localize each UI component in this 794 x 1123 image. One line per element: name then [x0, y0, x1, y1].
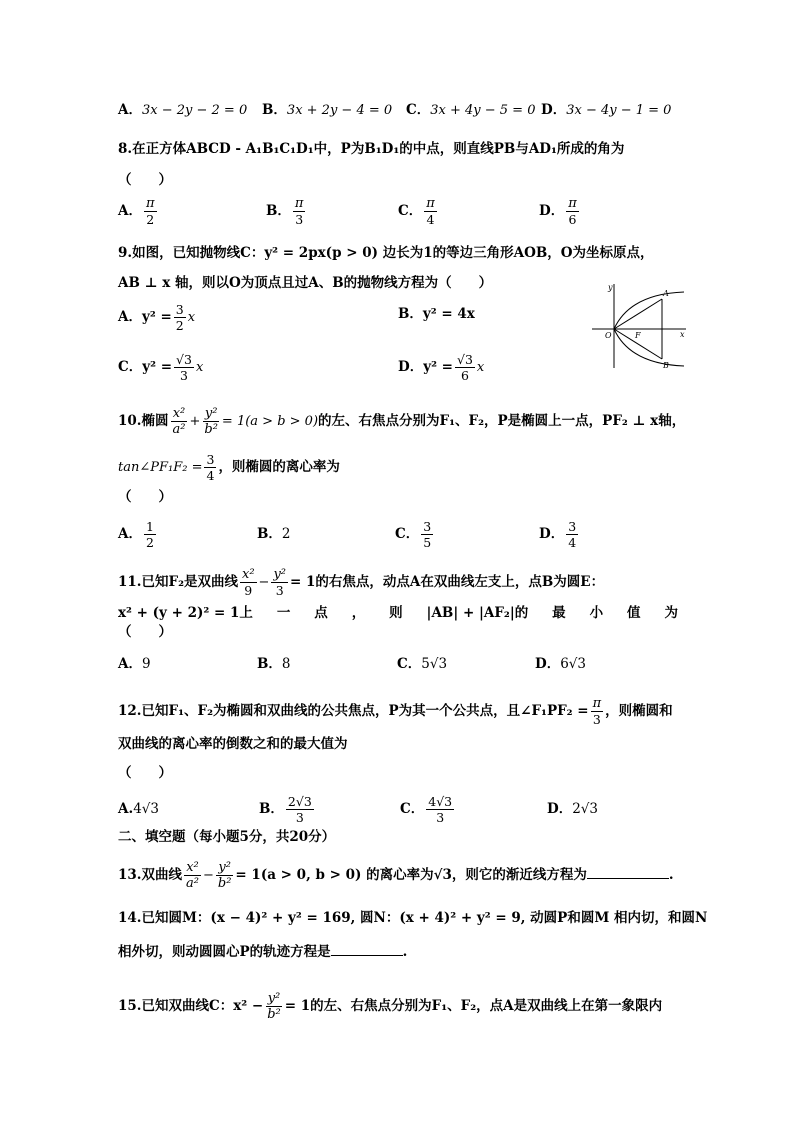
- q11-answer-paren: （ ）: [118, 624, 172, 640]
- q12-answer-paren: （ ）: [118, 765, 172, 781]
- q7-option-a: A．3x − 2y − 2 = 0: [118, 102, 248, 118]
- label-b: B: [663, 361, 669, 370]
- q12-option-d: D．2√3: [547, 801, 598, 817]
- q7-option-d: D．3x − 4y − 1 = 0: [541, 102, 672, 118]
- q12-option-c: C． $\frac{4√3}{3}$: [400, 794, 453, 825]
- q9-stem-line1: 9.如图，已知抛物线C：y² = 2px(p > 0) 边长为1的等边三角形AOB，O为坐标原点，: [118, 245, 654, 261]
- q11-option-d: D．6√3: [535, 656, 586, 672]
- q8-option-a: A． $\frac{\pi}{2}$: [118, 196, 155, 227]
- q9-option-d: D．y² = $\frac{√3}{6}$ x: [398, 352, 485, 383]
- q14-stem-line2: 相外切，则动圆圆心P的轨迹方程是 .: [118, 944, 408, 960]
- q9-stem-line2: AB ⊥ x 轴，则以O为顶点且过A、B的抛物线方程为（ ）: [118, 275, 493, 291]
- q11-option-b: B．8: [257, 656, 291, 672]
- q10-stem-line2: tan∠PF₁F₂ = $\frac{3}{4}$ ，则椭圆的离心率为: [118, 452, 340, 483]
- q12-option-b: B． $\frac{2√3}{3}$: [259, 794, 312, 825]
- label-y: y: [608, 283, 613, 292]
- q12-stem-line2: 双曲线的离心率的倒数之和的最大值为: [118, 736, 348, 752]
- q11-stem-line1: 11.已知F₂是双曲线 $\frac{\text{x²}}{9}$ − $\frac{\text{y²}}{3}$ = 1的右焦点，动点A在双曲线左支上，点B为圆E：: [118, 567, 605, 598]
- q10-stem-line1: 10.椭圆 $\frac{\text{x²}}{\text{a²}}$ + $\frac{\text{y²}}{\text{b²}}$ = 1(a > b > 0)的左、右焦点分别为F₁、F₂，P是椭圆上一点，PF₂ ⊥ x轴，: [118, 406, 686, 437]
- q8-option-c: C． $\frac{\pi}{4}$: [398, 196, 435, 227]
- q11-option-c: C．5√3: [397, 656, 448, 672]
- q13-stem: 13.双曲线 $\frac{\text{x²}}{\text{a²}}$ − $\frac{\text{y²}}{\text{b²}}$ = 1(a > 0, b > 0) 的离心率为√3，则它的渐近线方程为 .: [118, 860, 674, 891]
- q14-answer-blank[interactable]: [331, 943, 403, 956]
- q11-option-a: A．9: [118, 656, 151, 672]
- q13-answer-blank[interactable]: [587, 866, 669, 879]
- q12-option-a: A.4√3: [118, 801, 159, 817]
- label-f: F: [635, 331, 641, 340]
- q7-option-b: B．3x + 2y − 4 = 0: [262, 102, 393, 118]
- parabola-figure: [590, 280, 690, 370]
- q9-option-c: C．y² = $\frac{√3}{3}$ x: [118, 352, 204, 383]
- q11-stem-line2: x² + (y + 2)² = 1上 一 点 ， 则 |AB| + |AF₂|的 最 小 值 为: [118, 605, 678, 621]
- label-x: x: [680, 330, 685, 339]
- q7-option-c: C．3x + 4y − 5 = 0: [406, 102, 536, 118]
- q10-option-d: D． $\frac{3}{4}$: [539, 519, 577, 550]
- q15-stem: 15.已知双曲线C：x² − $\frac{\text{y²}}{\text{b²}}$ = 1的左、右焦点分别为F₁、F₂，点A是双曲线上在第一象限内: [118, 991, 663, 1022]
- q9-option-b: B．y² = 4x: [398, 306, 475, 322]
- q12-stem-line1: 12.已知F₁、F₂为椭圆和双曲线的公共焦点，P为其一个公共点，且∠F₁PF₂ = $\frac{\pi}{3}$ ，则椭圆和: [118, 696, 673, 727]
- q9-option-a: A．y² = $\frac{3}{2}$ x: [118, 302, 196, 333]
- label-o: O: [605, 331, 612, 340]
- q14-stem-line1: 14.已知圆M：(x − 4)² + y² = 169, 圆N：(x + 4)² + y² = 9, 动圆P和圆M 相内切，和圆N: [118, 910, 708, 926]
- q10-option-b: B．2: [257, 526, 291, 542]
- label-a: A: [663, 289, 669, 298]
- q10-option-c: C． $\frac{3}{5}$: [395, 519, 432, 550]
- section-fill-in-heading: 二、填空题（每小题5分，共20分）: [118, 829, 336, 845]
- q8-answer-paren: （ ）: [118, 172, 172, 188]
- q10-answer-paren: （ ）: [118, 489, 172, 505]
- q8-option-b: B． $\frac{\pi}{3}$: [266, 196, 304, 227]
- q8-stem: 8.在正方体ABCD - A₁B₁C₁D₁中，P为B₁D₁的中点，则直线PB与AD₁所成的角为: [118, 141, 625, 157]
- q10-option-a: A． $\frac{1}{2}$: [118, 519, 154, 550]
- q8-option-d: D． $\frac{\pi}{6}$: [539, 196, 577, 227]
